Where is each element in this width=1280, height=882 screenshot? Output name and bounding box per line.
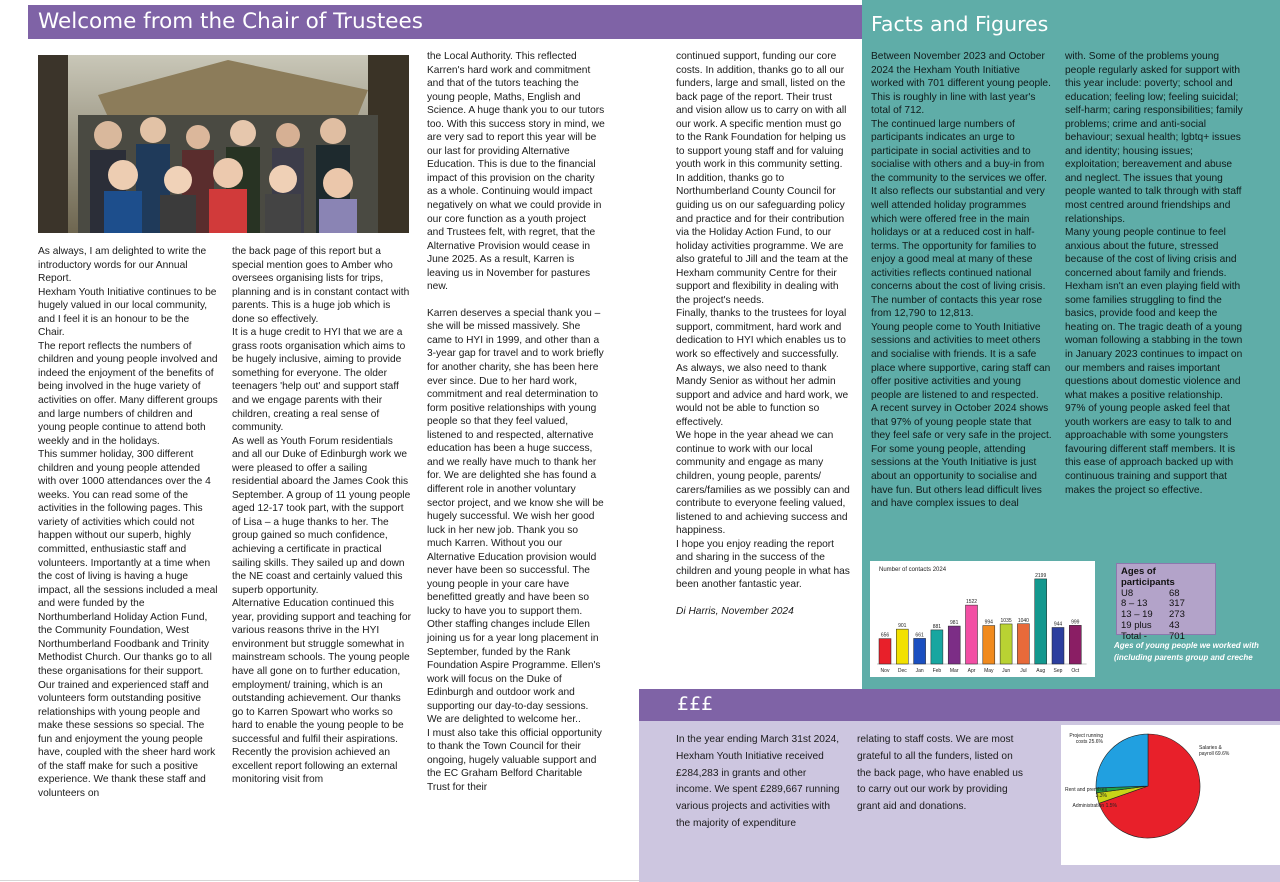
bar-mar xyxy=(948,626,960,664)
pie-label xyxy=(1065,787,1108,799)
facts-paragraph: 97% of young people asked feel that youth workers are easy to talk to and approachable with some youngsters favouring different staff members. It is this ease of approach backed up with continuous training and support that makes the project so effective. xyxy=(1065,403,1236,496)
signature: Di Harris, November 2024 xyxy=(676,605,794,617)
bar-data-label: 901 xyxy=(898,623,907,630)
age-group: Total - xyxy=(1121,630,1147,642)
ages-table xyxy=(1116,563,1216,642)
bar-data-label: 944 xyxy=(1053,621,1063,628)
x-tick-label: Aug xyxy=(1036,668,1046,674)
x-tick-label: Jan xyxy=(915,668,924,674)
welcome-column-2 xyxy=(232,245,412,787)
x-tick-label: Dec xyxy=(897,668,907,674)
facts-title: Facts and Figures xyxy=(871,12,1049,36)
bar-data-label: 2199 xyxy=(1035,572,1047,579)
facts-panel xyxy=(862,0,1280,689)
welcome-paragraph: Finally, thanks to the trustees for loyal support, commitment, hard work and dedication to HYI which enables us to work so effectively and successfully. As always, we also need to thank Mandy Senior as without her admin support and advice and hard work, we would not be able to function so effectively. xyxy=(676,308,849,428)
welcome-paragraph: It is a huge credit to HYI that we are a grass roots organisation which aims to be hugely inclusive, aiming to provide something for everyone. The older teenagers 'help out' and support staff and we engage parents with their children, creating a real sense of community. xyxy=(232,327,406,434)
x-tick-label: Jun xyxy=(1002,668,1011,674)
welcome-paragraph: The report reflects the numbers of children and young people involved and indeed the enjoyment of the benefits of being involved in the huge variety of activities on offer. Many different groups and large numbers of children and young people continue to attend both weekly and in the holidays. xyxy=(38,340,218,447)
bar-data-label: 881 xyxy=(932,623,942,630)
finance-header xyxy=(639,689,1280,721)
facts-paragraph: The number of contacts this year rose from 12,790 to 12,813. xyxy=(871,294,1043,320)
group-photo-image xyxy=(38,55,409,233)
x-tick-label: Apr xyxy=(967,668,976,674)
expenditure-pie-svg xyxy=(1061,725,1280,865)
facts-paragraph: Between November 2023 and October 2024 the Hexham Youth Initiative worked with 701 different young people. This is roughly in line with last year's total of 712. xyxy=(871,51,1051,117)
bar-data-label: 994 xyxy=(984,619,993,626)
bar-data-label: 999 xyxy=(1071,619,1080,626)
age-count: 317 xyxy=(1169,598,1185,610)
welcome-column-1 xyxy=(38,245,218,800)
ages-title: Ages of participants xyxy=(1121,566,1175,588)
x-tick-label: May xyxy=(984,668,994,674)
bar-jul xyxy=(1017,624,1029,664)
welcome-paragraph: Karren deserves a special thank you – she will be missed massively. She came to HYI in 1999, and other than a 3-year gap for travel and to work briefly for another charity, she has been here ever since. Due to her hard work, commitment and real determination to form positive relationships with young people so that they feel valued, listened to and respected, alternative education has been a huge success, and we really have much to thank her for. We are delighted she has found a different role in another voluntary sector project, and we know she will be hugely successful. We wish her good luck in her new job. Thank you so much Karren. Without you our Alternative Education provision would never have been so successful. The young people in your care have benefitted greatly and have been so lucky to have you to support them. xyxy=(427,307,604,617)
bar-apr xyxy=(966,605,978,664)
facts-paragraph: with. Some of the problems young people regularly asked for support with this year include: poverty; school and education; feeling low; feeling suicidal; self-harm; caring responsibilities; family problems; crime and anti-social behaviour; sexual health; lgbtq+ issues and identity; housing issues; exploitation; bereavement and abuse and neglect. The issues that young people wanted to talk through with staff most centred around friendships and relationships. xyxy=(1065,51,1243,225)
age-count: 43 xyxy=(1169,619,1180,631)
age-group: 19 plus xyxy=(1121,619,1152,631)
welcome-paragraph: the Local Authority. This reflected Karren's hard work and commitment and that of the tutors teaching the young people, Maths, English and Science. A huge thank you to our tutors too. With this success story in mind, we are very sad to report this year will be our last for providing Alternative Education. This is due to the financial impact of this provision on the charity as a whole. Continuing would impact negatively on what we could provide in our core function as a youth project and Trustees felt, with regret, that the Alternative Provision would cease in June 2025. As a result, Karren is leaving us in November for pastures new. xyxy=(427,51,605,293)
welcome-paragraph: I must also take this official opportunity to thank the Town Council for their ongoing, hugely valuable support and the EC Graham Belford Charitable Trust for their xyxy=(427,727,602,793)
welcome-paragraph: We hope in the year ahead we can continue to work with our local community and engage as many children, young people, parents/ carers/families as we possibly can and contribute to everyone feeling valued, listened to and achieving success and happiness. xyxy=(676,430,850,537)
pie-label-line: Salaries & xyxy=(1199,745,1222,751)
pie-label xyxy=(1199,745,1230,757)
x-tick-label: Feb xyxy=(932,668,942,674)
age-count: 273 xyxy=(1169,609,1185,621)
bar-may xyxy=(983,626,995,664)
welcome-paragraph: As well as Youth Forum residentials and all our Duke of Edinburgh work we were pleased to offer a sailing residential aboard the James Cook this September. A group of 11 young people aged 12-17 took part, with the support of Lisa – a huge thanks to her. The group gained so much confidence, achieving a certificate in practical sailing skills. They sailed up and down the NE coast and certainly valued this superb opportunity. xyxy=(232,435,411,596)
welcome-paragraph: Alternative Education continued this year, providing support and teaching for various reasons thrive in the HYI environment but struggle somewhat in mainstream schools. The young people have all gone on to further education, employment/ training, which is an outstanding achievement. Our thanks go to Karren Spowart who works so hard to enable the young people to be successful and fulfil their aspirations. Recently the provision achieved an excellent report following an external monitoring visit from xyxy=(232,598,411,786)
welcome-paragraph: This summer holiday, 300 different children and young people attended with over 1000 attendances over the 4 weeks. You can read some of the activities in the following pages. This variety of activities which could not happen without our superb, highly committed, enthusiastic staff and volunteers. Importantly at a time when the cost of living is having a huge impact, all the sessions included a meal and were funded by the Northumberland Holiday Action Fund, the Community Foundation, West Northumberland Foodbank and Trinity Methodist Church. Our thanks go to all these organisations for their support. xyxy=(38,449,218,677)
bar-data-label: 661 xyxy=(915,632,924,639)
welcome-paragraph: As always, I am delighted to write the introductory words for our Annual Report. xyxy=(38,246,207,285)
x-tick-label: Mar xyxy=(949,668,959,674)
pie-label-line: 3.3% xyxy=(1095,793,1107,799)
pie-label-line: payroll 69.6% xyxy=(1199,751,1230,757)
age-group: 13 – 19 xyxy=(1121,609,1153,621)
ages-caption: Ages of young people we worked with (including parents group and creche xyxy=(1114,641,1259,662)
x-tick-label: Jul xyxy=(1020,668,1027,674)
age-group: 8 – 13 xyxy=(1121,598,1148,610)
facts-paragraph: Young people come to Youth Initiative sessions and activities to meet others and socialise with friends. It is a safe place where supportive, caring staff can offer positive activities and young people are listened to and respected. xyxy=(871,321,1051,401)
bar-data-label: 1035 xyxy=(1000,617,1012,624)
bar-jan xyxy=(914,638,926,664)
finance-column-2: relating to staff costs. We are most grateful to all the funders, listed on the back page, who have enabled us to carry out our work by providing grant aid and donations. xyxy=(857,734,1023,813)
welcome-paragraph: the back page of this report but a special mention goes to Amber who oversees organising lists for trips, planning and is in constant contact with parents. This is a huge job which is done so effectively. xyxy=(232,246,410,325)
pie-label xyxy=(1073,803,1118,809)
age-count: 68 xyxy=(1169,587,1180,599)
x-tick-label: Oct xyxy=(1071,668,1080,674)
welcome-paragraph: Other staffing changes include Ellen joining us for a year long placement in September, funded by the Rank Foundation Aspire Programme. Ellen's work will focus on the Duke of Edinburgh and outdoor work and supporting our day-to-day sessions. We are delighted to welcome her.. xyxy=(427,619,601,726)
contacts-bar-chart xyxy=(870,561,1095,677)
bar-aug xyxy=(1035,579,1047,664)
chart-title: Number of contacts 2024 xyxy=(879,567,947,573)
bar-dec xyxy=(896,629,908,664)
finance-panel xyxy=(639,689,1280,882)
finance-title: £££ xyxy=(677,693,714,715)
bar-nov xyxy=(879,639,891,664)
welcome-column-4 xyxy=(676,50,851,618)
expenditure-pie-chart xyxy=(1061,725,1280,865)
facts-paragraph: The continued large numbers of participants indicates an urge to participate in social activities and to socialise with others and a buy-in from the community to the services we offer. It also reflects our substantial and very well attended holiday programmes which were offered free in the main holidays or at a reduced cost in half-terms. The opportunity for families to enjoy a good meal at many of these activities reflects continued national concerns about the cost of living crisis. xyxy=(871,118,1047,293)
age-count: 701 xyxy=(1169,630,1185,642)
facts-column-2 xyxy=(1065,50,1247,497)
bar-sep xyxy=(1052,627,1064,664)
finance-column-1: In the year ending March 31st 2024, Hexham Youth Initiative received £284,283 in grants and other income. We spent £289,667 running various projects and activities with the majority of expenditure xyxy=(676,734,840,829)
bar-jun xyxy=(1000,624,1012,664)
page-bottom-rule xyxy=(0,880,639,881)
welcome-column-3 xyxy=(427,50,605,795)
pie-label-line: Administration 1.5% xyxy=(1072,803,1117,809)
pie-label-line: Project running xyxy=(1069,733,1103,739)
facts-paragraph: For some young people, attending sessions at the Youth Initiative is just about an opportunity to socialise and have fun. But others lead difficult lives and have complex issues to deal xyxy=(871,443,1042,510)
pie-label-line: Rent and premises xyxy=(1065,787,1107,793)
pie-label xyxy=(1069,733,1103,745)
welcome-paragraph: Hexham Youth Initiative continues to be hugely valued in our local community, and I feel it is an honour to be the Chair. xyxy=(38,286,217,339)
bar-data-label: 656 xyxy=(880,632,890,639)
welcome-paragraph: I hope you enjoy reading the report and sharing in the success of the children and young people in what has been another fantastic year. xyxy=(676,538,850,591)
welcome-header xyxy=(28,5,863,39)
x-tick-label: Nov xyxy=(880,668,890,674)
bar-feb xyxy=(931,630,943,664)
bar-oct xyxy=(1069,625,1081,664)
pie-slice-4 xyxy=(1096,734,1148,788)
facts-column-1 xyxy=(871,50,1053,511)
welcome-title: Welcome from the Chair of Trustees xyxy=(38,9,423,34)
welcome-paragraph: continued support, funding our core costs. In addition, thanks go to all our funders, large and small, listed on the back page of the report. Their trust and vision allow us to carry on with all our work. A specific mention must go to the Rank Foundation for helping us to support young staff and for valuing youth work in this community setting. In addition, thanks go to Northumberland County Council for guiding us on our safeguarding policy and practice and for their contribution via the Holiday Action Fund, to our holiday activities programme. We are also grateful to Jill and the team at the Hexham community Centre for their support and flexibility in dealing with the project's needs. xyxy=(676,51,849,306)
facts-paragraph: A recent survey in October 2024 shows that 97% of young people state that they feel safe or very safe in the project. xyxy=(871,403,1052,442)
bar-data-label: 981 xyxy=(950,620,959,627)
contacts-bar-chart-svg xyxy=(870,561,1095,677)
group-photo xyxy=(38,55,409,233)
welcome-paragraph: Our trained and experienced staff and volunteers form outstanding positive relationships with young people and make these sessions so special. The fun and enjoyment the young people have, coupled with the sheer hard work of the staff make for such a positive experience. We thank these staff and volunteers on xyxy=(38,679,216,799)
x-tick-label: Sep xyxy=(1053,668,1063,674)
age-group: U8 xyxy=(1121,587,1134,599)
bar-data-label: 1522 xyxy=(965,599,978,606)
pie-label-line: costs 25.6% xyxy=(1075,739,1103,745)
facts-paragraph: Many young people continue to feel anxious about the future, stressed because of the cost of living crisis and concerned about family and friends. Hexham isn't an even playing field with some families struggling to find the basics, provide food and keep the heating on. The tragic death of a young woman following a stabbing in the town in January 2023 continues to impact on our members and raises important questions about domestic violence and what makes a positive relationship. xyxy=(1065,227,1243,401)
bar-data-label: 1040 xyxy=(1017,617,1029,624)
